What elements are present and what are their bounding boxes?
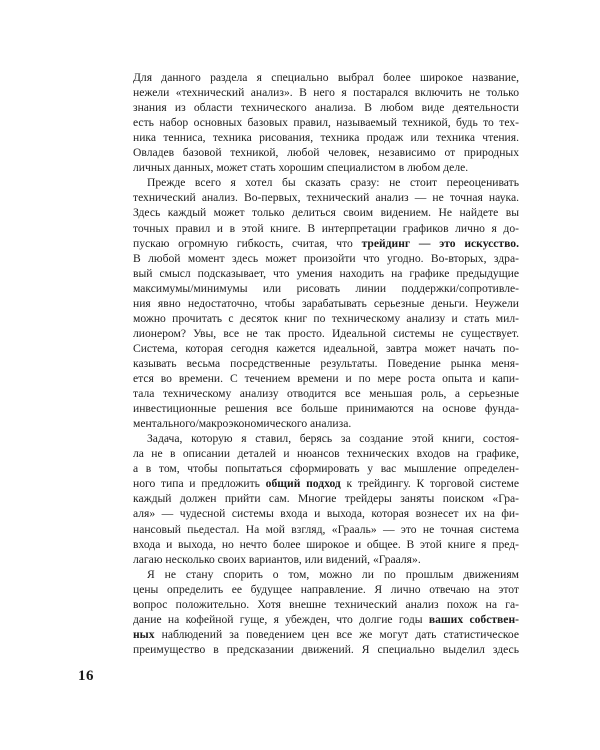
text-line: Для данного раздела я специально выбрал более широкое название, [133,71,519,84]
text-run: Я не стану спорить о том, можно ли по прошлым движениям [147,567,519,581]
text-run: пускаю огромную гибкость, считая, что [133,236,362,250]
text-run: а в том, чтобы попытаться сформировать у вас мышление определен- [133,462,519,476]
text-run: к трейдингу. К торговой системе [340,477,519,491]
text-run: нансовый пьедестал. На мой взгляд, «Грааль» — это не точная система [133,522,519,536]
bold-phrase: трейдинг — это искусство. [361,236,519,250]
text-line: знания из области технического анализа. В любом виде деятельности [133,101,519,115]
text-run: каждый должен прийти сам. Многие трейдеры заняты поиском «Гра- [133,492,519,506]
text-line [147,431,519,446]
text-line: точных правил и в этой книге. В интерпретации графиков лично я до- [133,221,519,235]
text-line [133,612,519,627]
text-line: казывать весьма посредственные результаты. Поведение рынка меня- [133,356,519,370]
text-line: Прежде всего я хотел бы сказать сразу: не стоит переоценивать [147,176,519,190]
text-run: ного типа и предложить [133,477,266,491]
text-run: входа и выхода, но нечто более широкое и общее. В этой книге я пред- [133,537,519,551]
text-line: Овладев базовой техникой, любой человек, независимо от природных [133,146,519,160]
text-line [147,567,519,582]
page-number: 16 [78,668,94,684]
text-line [133,627,519,642]
text-line: максимумы/минимумы или рисовать линии поддержки/сопротивле- [133,281,519,295]
text-line [133,597,519,612]
text-line: Система, которая сегодня кажется идеальной, завтра может начать по- [133,341,519,355]
text-line [133,461,519,476]
text-line: технический анализ. Во-первых, технический анализ — не точная наука. [133,191,519,205]
text-line: лионером? Увы, все не так просто. Идеальной системы не существует. [133,326,519,340]
text-line [133,642,519,657]
text-run: ла не в описании деталей и нюансов технических входов на графике, [133,447,519,461]
text-line: тала техническому анализу отводится все меньшая роль, а серьезные [133,387,519,401]
bold-phrase: общий подход [265,477,341,491]
text-line [133,476,519,491]
text-run: наблюдений за поведением цен все же могут дать статистическое [154,627,519,641]
text-line [133,537,519,552]
text-line: можно прочитать с десяток книг по техническому анализу и стать мил- [133,311,519,325]
bold-phrase: ваших собствен- [428,612,519,626]
text-line: есть набор основных базовых правил, называемый техникой, будь то тех- [133,116,519,130]
text-line: нежели «технический анализ». В него я постарался включить не только [133,86,519,100]
text-line: ния явно недостаточно, чтобы зарабатывать серьезные деньги. Неужели [133,296,519,310]
text-run: дание на кофейной гуще, я убежден, что долгие годы [133,612,429,626]
text-line [133,552,519,567]
text-line: вый смысл подсказывает, что умения находить на графике предыдущие [133,266,519,280]
text-line: Здесь каждый может только делиться своим видением. Не найдете вы [133,206,519,220]
text-run: аля» — чудесной системы входа и выхода, которая вознесет их на фи- [133,507,519,521]
text-run: преимущество в предсказании движений. Я специально выделил здесь [133,642,519,656]
text-line [133,446,519,461]
text-run: цены определить ее будущее направление. Я лично отвечаю на этот [133,582,519,596]
text-line: ется во времени. С течением времени и по мере роста опыта и капи- [133,372,519,385]
text-line: личных данных, может стать хорошим специалистом в любом деле. [133,161,469,175]
text-line [133,236,519,251]
text-line: инвестиционные решения все больше принимаются на основе фунда- [133,402,519,416]
text-line: ментального/макроэкономического анализа. [133,417,352,431]
text-run: вопрос положительно. Хотя внешне технический анализ похож на га- [133,597,519,611]
text-line [133,582,519,597]
text-line [133,491,519,506]
text-line: ника тенниса, техника рисования, техника продаж или техника чтения. [133,131,519,145]
text-run: лагаю несколько своих вариантов, или видений, «Грааля». [133,552,421,566]
text-line [133,506,519,521]
text-line: В любой момент здесь может произойти что угодно. Во-вторых, здра- [133,251,519,265]
text-line [133,522,519,537]
bold-phrase: ных [133,627,155,641]
text-run: Задача, которую я ставил, берясь за создание этой книги, состоя- [147,432,519,446]
